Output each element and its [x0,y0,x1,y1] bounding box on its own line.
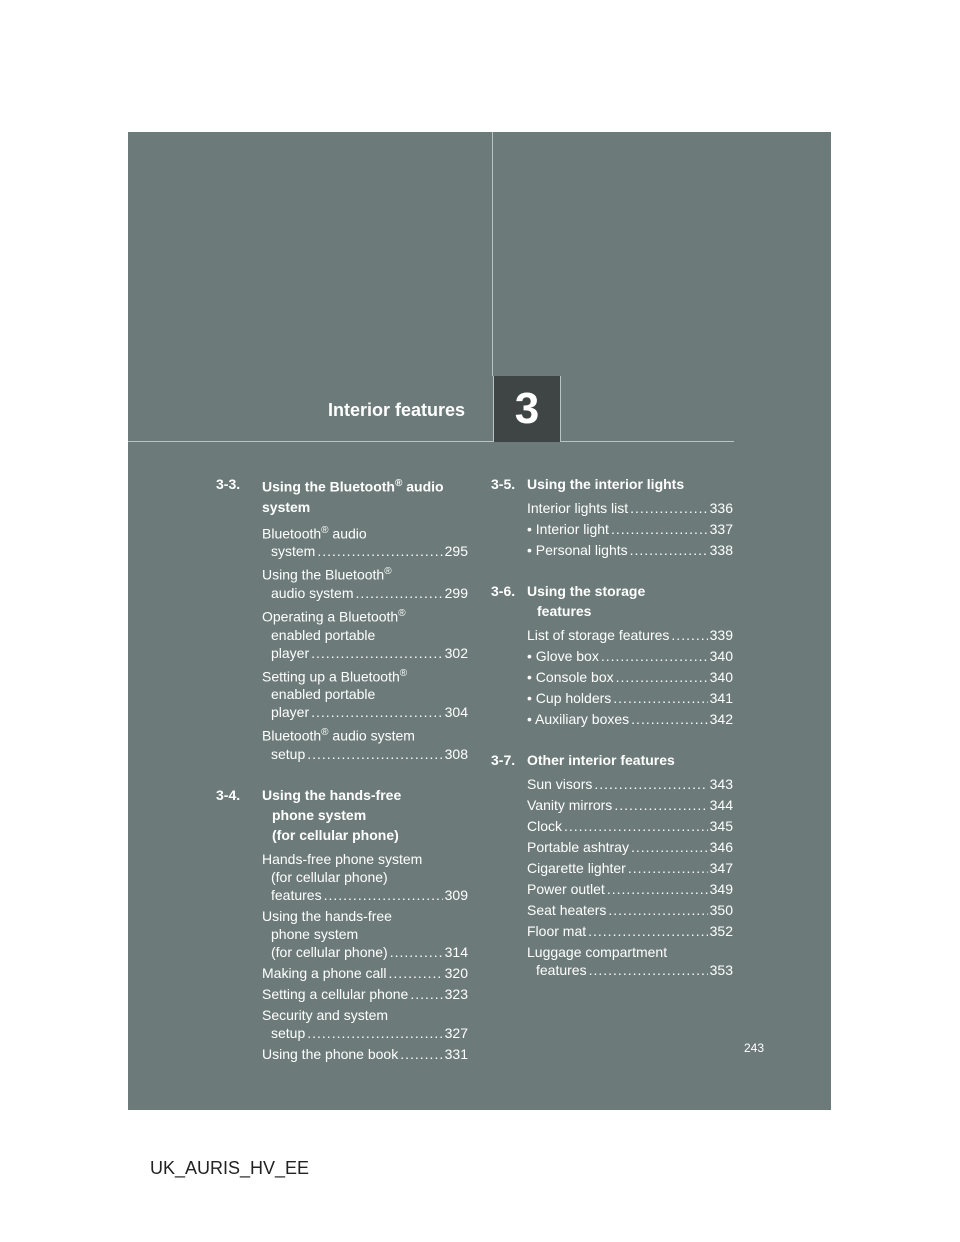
toc-entry-leader-line [527,880,733,898]
toc-entry[interactable] [262,985,468,1003]
toc-page-number: 339 [709,627,733,643]
toc-entry-text: features [271,886,322,903]
toc-entry-text: • Cup holders [527,690,612,706]
dot-leader [614,796,707,814]
toc-entry-text: • Console box [527,669,614,685]
section-heading [216,785,468,845]
dot-leader [671,626,707,644]
toc-page-number: 295 [444,543,468,560]
section-heading [491,750,733,770]
toc-page-number: 344 [709,797,733,813]
toc-entry-text: Setting a cellular phone [262,985,409,1002]
toc-entry[interactable] [527,647,733,665]
dot-leader [307,1024,442,1042]
section-entries [527,775,733,979]
toc-page-number: 340 [709,669,733,685]
toc-entry-text: Clock [527,818,563,834]
toc-entry-text: Cigarette lighter [527,860,626,876]
toc-page-number: 323 [444,985,468,1002]
section-title-line: Using the hands-free [262,786,402,803]
chapter-number-tab [493,376,561,442]
toc-entry-line: phone system [271,925,359,942]
toc-entry[interactable] [527,943,733,979]
section-number: 3-6. [491,583,516,599]
toc-page-number: 337 [709,521,733,537]
section-heading [491,581,733,621]
section-number: 3-7. [491,752,516,768]
toc-entry[interactable] [262,907,468,961]
section-number: 3-3. [216,476,241,492]
toc-entry-line: Operating a Bluetooth® [262,607,406,625]
toc-entry-leader-line [527,668,733,686]
toc-entry-text: system [271,543,316,560]
toc-entry-line: Security and system [262,1006,389,1023]
toc-entry-leader-line [262,1024,468,1042]
toc-entry[interactable] [527,922,733,940]
toc-entry-leader-line [527,647,733,665]
toc-entry-line: Bluetooth® audio system [262,727,415,744]
toc-entry[interactable] [527,901,733,919]
toc-page-number: 342 [709,711,733,727]
toc-entry[interactable] [527,668,733,686]
toc-page-number: 336 [709,500,733,516]
toc-page-number: 343 [709,776,733,792]
toc-entry-text: Interior lights list [527,500,629,516]
toc-page-number: 304 [444,704,468,721]
page-number: 243 [744,1041,765,1055]
toc-entry[interactable] [527,710,733,728]
toc-entry-leader-line [262,703,468,721]
toc-entry-text: • Glove box [527,648,599,664]
toc-entry-text: Portable ashtray [527,839,629,855]
toc-entry-leader-line [527,796,733,814]
dot-leader [390,943,443,961]
toc-entry-text: (for cellular phone) [271,943,388,960]
section-entries [262,522,468,763]
toc-entry[interactable] [527,499,733,517]
toc-section [491,474,733,559]
toc-page-number: 320 [444,964,468,981]
toc-entry-text: features [536,962,587,978]
toc-entry[interactable] [527,859,733,877]
toc-entry[interactable] [527,880,733,898]
dot-leader [317,542,442,560]
toc-entry[interactable] [262,1006,468,1042]
toc-entry[interactable] [262,964,468,982]
toc-entry-line: Hands-free phone system [262,850,423,867]
toc-page-number: 327 [444,1024,468,1041]
toc-page-number: 340 [709,648,733,664]
horizontal-divider [128,441,734,442]
dot-leader [564,817,708,835]
section-title [527,750,733,770]
dot-leader [400,1045,442,1063]
dot-leader [631,710,707,728]
toc-page-number: 349 [709,881,733,897]
toc-entry-line: Bluetooth® audio [262,524,367,542]
dot-leader [628,859,708,877]
toc-entry-line: Setting up a Bluetooth® [262,667,408,685]
toc-column-left [216,474,468,1085]
section-number: 3-5. [491,476,516,492]
section-title [527,581,733,621]
dot-leader [613,689,707,707]
dot-leader [588,922,708,940]
section-entries [527,499,733,559]
toc-entry-text: Making a phone call [262,964,387,981]
toc-entry-leader-line [262,886,468,904]
toc-entry-leader-line [527,961,733,979]
toc-column-right [491,474,733,1001]
toc-entry-leader-line [262,985,468,1003]
section-number: 3-4. [216,786,241,803]
section-title-line: Using the interior lights [527,476,685,492]
toc-entry-leader-line [262,745,468,763]
dot-leader [355,584,442,602]
toc-entry-text: setup [271,1024,306,1041]
toc-page-number: 347 [709,860,733,876]
toc-entry-leader-line [262,542,468,560]
toc-page-number: 308 [444,745,468,762]
toc-entry-leader-line [527,710,733,728]
toc-entry[interactable] [527,689,733,707]
toc-entry[interactable] [262,1045,468,1063]
toc-entry-text: • Personal lights [527,542,628,558]
dot-leader [631,838,708,856]
dot-leader [601,647,708,665]
toc-entry-text: player [271,704,310,721]
toc-entry-line: (for cellular phone) [271,868,388,885]
dot-leader [594,775,707,793]
toc-page-number: 314 [444,943,468,960]
toc-entry[interactable] [262,605,468,662]
toc-page-number: 331 [444,1045,468,1062]
toc-entry-leader-line [262,584,468,602]
toc-page-number: 341 [709,690,733,706]
toc-entry-text: Power outlet [527,881,605,897]
toc-page-number: 353 [709,962,733,978]
section-title-line: features [537,603,592,619]
section-title [527,474,733,494]
toc-entry-text: Using the phone book [262,1045,399,1062]
toc-entry-leader-line [262,964,468,982]
section-title-line: Other interior features [527,752,675,768]
toc-page-number: 338 [709,542,733,558]
toc-entry[interactable] [527,817,733,835]
toc-entry[interactable] [262,563,468,602]
toc-entry-leader-line [527,775,733,793]
dot-leader [611,520,708,538]
toc-entry-line: Using the Bluetooth® [262,566,392,583]
toc-page-number: 350 [709,902,733,918]
section-title-line: Using the storage [527,583,646,599]
dot-leader [410,985,442,1003]
section-heading [491,474,733,494]
toc-entry-line: enabled portable [271,626,376,643]
toc-entry[interactable] [262,522,468,561]
toc-entry[interactable] [527,626,733,644]
dot-leader [324,886,443,904]
chapter-number: 3 [514,384,540,433]
chapter-title: Interior features [327,400,465,420]
dot-leader [311,644,443,662]
toc-section [491,750,733,979]
toc-entry-leader-line [527,626,733,644]
toc-entry-text: Sun visors [527,776,593,792]
toc-page-number: 309 [444,886,468,903]
toc-entry[interactable] [527,775,733,793]
toc-section [216,474,468,763]
section-entries [527,626,733,728]
toc-entry-leader-line [527,838,733,856]
dot-leader [389,964,443,982]
toc-entry-leader-line [262,644,468,662]
section-entries [262,850,468,1063]
section-heading [216,474,468,517]
section-title-line: phone system [272,806,367,823]
toc-entry[interactable] [527,541,733,559]
dot-leader [608,901,707,919]
toc-entry-leader-line [527,859,733,877]
dot-leader [589,961,708,979]
dot-leader [616,668,708,686]
toc-section [491,581,733,728]
toc-entry[interactable] [262,665,468,722]
toc-entry-leader-line [527,499,733,517]
section-title-line: Using the Bluetooth® audio system [262,478,444,515]
toc-entry[interactable] [262,724,468,763]
dot-leader [607,880,708,898]
toc-section [216,785,468,1063]
toc-entry-text: player [271,644,310,661]
toc-entry[interactable] [527,520,733,538]
section-title [262,785,468,845]
toc-entry-line: enabled portable [271,686,376,703]
toc-entry-text: audio system [271,584,354,601]
toc-page-number: 345 [709,818,733,834]
toc-entry-text: setup [271,745,306,762]
section-title-line: (for cellular phone) [272,826,399,843]
toc-entry-text: Floor mat [527,923,587,939]
dot-leader [630,541,708,559]
toc-entry-leader-line [262,1045,468,1063]
toc-entry-leader-line [527,817,733,835]
toc-entry-line: Using the hands-free [262,907,392,924]
toc-page-number: 346 [709,839,733,855]
section-title [262,474,468,517]
toc-entry-text: • Interior light [527,521,609,537]
vertical-divider [492,132,493,376]
footer-code: UK_AURIS_HV_EE [150,1158,310,1178]
toc-entry-text: Seat heaters [527,902,607,918]
dot-leader [311,703,443,721]
dot-leader [630,499,707,517]
toc-page-number: 302 [444,644,468,661]
toc-entry-text: Vanity mirrors [527,797,613,813]
toc-entry[interactable] [262,850,468,904]
dot-leader [307,745,442,763]
toc-entry-leader-line [527,689,733,707]
toc-entry-leader-line [527,901,733,919]
toc-page-number: 299 [444,584,468,601]
toc-entry[interactable] [527,838,733,856]
toc-entry-leader-line [262,943,468,961]
toc-entry-line: Luggage compartment [527,944,668,960]
toc-entry-leader-line [527,922,733,940]
toc-entry-text: List of storage features [527,627,670,643]
toc-entry-leader-line [527,541,733,559]
toc-entry-leader-line [527,520,733,538]
toc-page-number: 352 [709,923,733,939]
toc-entry[interactable] [527,796,733,814]
toc-entry-text: • Auxiliary boxes [527,711,630,727]
